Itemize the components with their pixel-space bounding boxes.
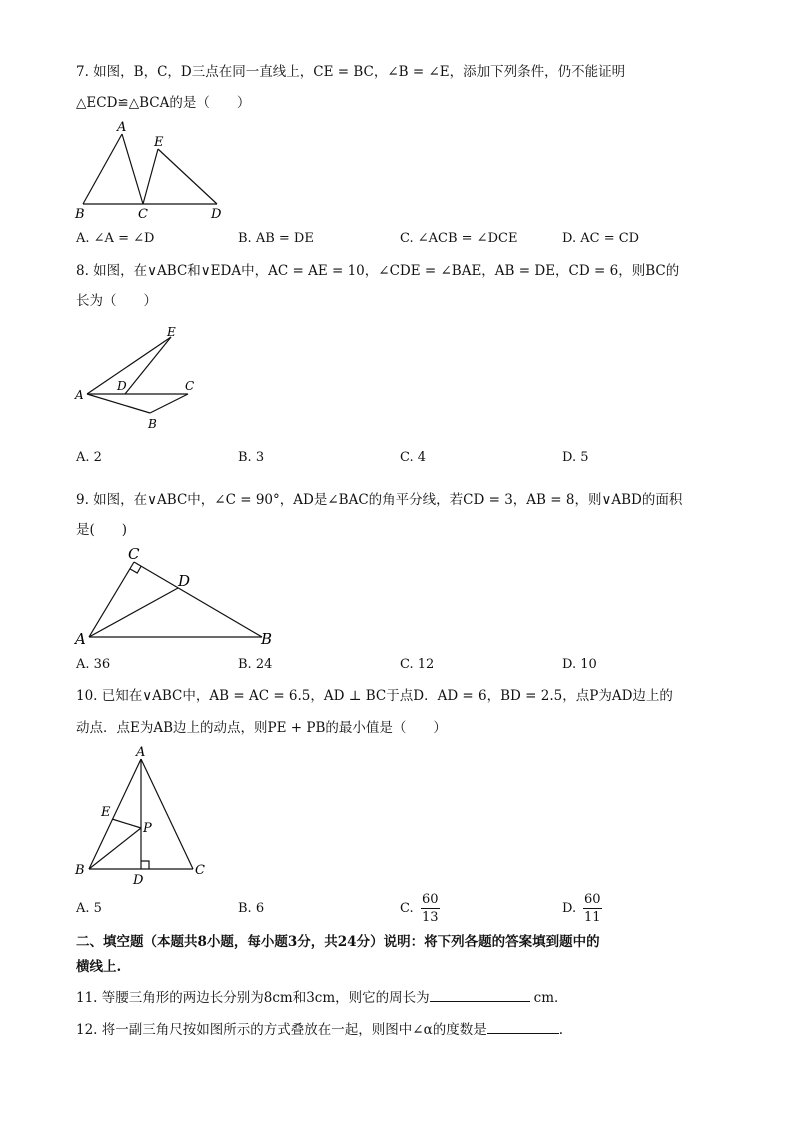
q7-option-d[interactable]: D. AC = CD bbox=[562, 231, 640, 246]
q10-option-d[interactable]: D. bbox=[562, 901, 577, 916]
q10-label-C: C bbox=[195, 863, 205, 878]
q12-text: 12. 将一副三角尺按如图所示的方式叠放在一起，则图中∠α的度数是 bbox=[76, 1022, 487, 1038]
q10-option-b[interactable]: B. 6 bbox=[238, 901, 265, 916]
q10-seg-EP bbox=[112, 819, 141, 828]
q7-stem-line2: △ECD≌△BCA的是（ ） bbox=[76, 95, 251, 111]
q11-unit: cm． bbox=[533, 990, 568, 1006]
q9-stem-line1: 9. 如图，在∨ABC中，∠C = 90°，AD是∠BAC的角平分线，若CD = 3，AB = 8，则∨ABD的面积 bbox=[76, 492, 683, 508]
q9-label-C: C bbox=[128, 545, 140, 563]
q10-label-A: A bbox=[136, 745, 146, 760]
q9-option-a[interactable]: A. 36 bbox=[76, 657, 111, 672]
q8-label-E: E bbox=[167, 325, 176, 339]
q7-option-c[interactable]: C. ∠ACB = ∠DCE bbox=[400, 231, 518, 246]
q8-option-a[interactable]: A. 2 bbox=[76, 450, 102, 465]
q11-answer-blank[interactable] bbox=[430, 987, 530, 1002]
q10-stem-line2: 动点．点E为AB边上的动点，则PE + PB的最小值是（ ） bbox=[76, 720, 447, 736]
q7-seg-ED bbox=[158, 149, 217, 204]
q10-option-c-denominator: 13 bbox=[422, 910, 439, 925]
q7-seg-AC bbox=[122, 134, 143, 204]
q10-seg-AB bbox=[89, 759, 141, 869]
q12-answer-blank[interactable] bbox=[487, 1019, 559, 1034]
q7-option-b[interactable]: B. AB = DE bbox=[238, 231, 314, 246]
q7-label-A: A bbox=[117, 120, 127, 135]
q10-option-c-fraction bbox=[421, 891, 440, 926]
q10-option-d-fraction bbox=[583, 891, 602, 926]
q9-label-B: B bbox=[261, 630, 273, 648]
q8-label-A: A bbox=[75, 388, 84, 402]
q10-option-a[interactable]: A. 5 bbox=[76, 901, 102, 916]
q10-option-c[interactable]: C. bbox=[400, 901, 414, 916]
q9-label-D: D bbox=[178, 572, 191, 590]
q7-figure bbox=[70, 118, 240, 226]
q9-seg-AD bbox=[89, 588, 178, 637]
q10-option-d-denominator: 11 bbox=[584, 910, 601, 925]
q10-seg-AC bbox=[141, 759, 193, 869]
q7-label-E: E bbox=[154, 135, 164, 150]
q7-label-D: D bbox=[211, 207, 222, 222]
q9-option-b[interactable]: B. 24 bbox=[238, 657, 273, 672]
q8-seg-AE bbox=[87, 337, 171, 394]
q7-stem-line1: 7. 如图，B，C，D三点在同一直线上，CE = BC，∠B = ∠E，添加下列条件，仍不能证明 bbox=[76, 64, 626, 80]
q7-label-C: C bbox=[138, 207, 148, 222]
q10-stem-line1: 10. 已知在∨ABC中，AB = AC = 6.5，AD ⊥ BC于点D．AD = 6，BD = 2.5，点P为AD边上的 bbox=[76, 688, 673, 704]
section2-heading-line1: 二、填空题（本题共8小题，每小题3分，共24分）说明：将下列各题的答案填到题中的 bbox=[76, 934, 600, 950]
q12-end: . bbox=[558, 1022, 563, 1038]
q8-option-d[interactable]: D. 5 bbox=[562, 450, 589, 465]
q7-option-a[interactable]: A. ∠A = ∠D bbox=[76, 231, 155, 246]
q7-label-B: B bbox=[75, 207, 85, 222]
q12-row bbox=[76, 1019, 563, 1039]
q8-seg-BC bbox=[150, 394, 188, 413]
q9-stem-line2: 是( ) bbox=[76, 522, 128, 538]
q8-seg-DE bbox=[125, 337, 171, 394]
q9-right-angle-mark bbox=[130, 566, 141, 573]
q11-text: 11. 等腰三角形的两边长分别为8cm和3cm，则它的周长为 bbox=[76, 990, 430, 1006]
q10-figure bbox=[70, 742, 220, 890]
q10-option-d-numerator: 60 bbox=[584, 892, 601, 907]
q10-right-angle-mark bbox=[141, 861, 149, 869]
q10-option-c-numerator: 60 bbox=[422, 892, 439, 907]
q7-seg-BA bbox=[83, 134, 122, 204]
q8-label-B: B bbox=[148, 417, 157, 431]
q10-label-D: D bbox=[133, 873, 144, 888]
q10-seg-PB bbox=[89, 828, 141, 869]
q8-stem-line1: 8. 如图，在∨ABC和∨EDA中，AC = AE = 10，∠CDE = ∠BAE，AB = DE，CD = 6，则BC的 bbox=[76, 263, 680, 279]
q8-seg-AB bbox=[87, 394, 150, 413]
q9-figure bbox=[70, 542, 285, 650]
q9-seg-CB bbox=[134, 562, 262, 637]
q10-label-E: E bbox=[101, 805, 111, 820]
section2-heading-line2: 横线上. bbox=[76, 959, 122, 975]
q10-label-P: P bbox=[143, 821, 152, 836]
q8-option-b[interactable]: B. 3 bbox=[238, 450, 265, 465]
q8-figure bbox=[70, 322, 220, 434]
q8-stem-line2: 长为（ ） bbox=[76, 293, 157, 309]
q11-row bbox=[76, 987, 568, 1007]
q8-label-C: C bbox=[185, 379, 195, 393]
q9-option-c[interactable]: C. 12 bbox=[400, 657, 435, 672]
q10-label-B: B bbox=[75, 863, 85, 878]
q8-option-c[interactable]: C. 4 bbox=[400, 450, 427, 465]
q7-seg-CE bbox=[143, 149, 158, 204]
q9-seg-AC bbox=[89, 562, 134, 637]
q9-option-d[interactable]: D. 10 bbox=[562, 657, 597, 672]
q8-label-D: D bbox=[117, 379, 127, 393]
q9-label-A: A bbox=[75, 630, 86, 648]
